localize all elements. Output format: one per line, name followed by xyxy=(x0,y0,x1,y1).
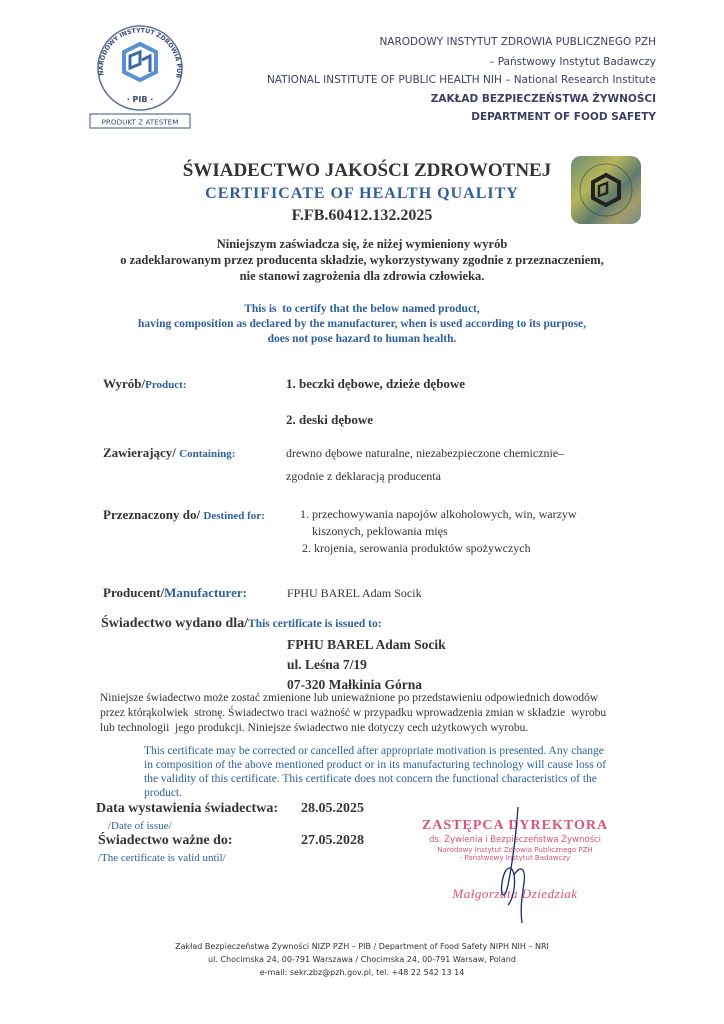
pzh-seal-icon xyxy=(84,22,196,130)
notice-pl-line: Niniejsze świadectwo może zostać zmienione lub unieważnione po przedstawieniu odpowiednich dowodów xyxy=(100,692,599,704)
notice-en-line: the validity of this certificate. This certificate does not concern the functional characteristics of the xyxy=(144,773,597,785)
notice-en xyxy=(144,744,606,800)
issued-to-label xyxy=(101,616,382,632)
containing-label xyxy=(103,445,235,461)
title-en: CERTIFICATE OF HEALTH QUALITY xyxy=(205,185,519,202)
footer-department: Zakład Bezpieczeństwa Żywności NIZP PZH – PIB / Department of Food Safety NIPH NIH – NRI xyxy=(175,942,549,951)
logo-badge-text: PRODUKT Z ATESTEM xyxy=(101,117,179,127)
notice-pl xyxy=(100,691,606,736)
valid-until-label-en: /The certificate is valid until/ xyxy=(98,852,226,864)
destined-label xyxy=(103,507,265,523)
intro-pl xyxy=(0,236,724,284)
product-label-pl: Wyrób/ xyxy=(103,376,146,391)
header-department-pl: ZAKŁAD BEZPIECZEŃSTWA ŻYWNOŚCI xyxy=(430,93,656,105)
containing-line: drewno dębowe naturalne, niezabezpieczone chemicznie– xyxy=(286,446,565,460)
stamp-line: Narodowy Instytut Zdrowia Publicznego PZH xyxy=(437,846,593,854)
destined-line: 2. krojenia, serowania produktów spożywczych xyxy=(302,541,531,555)
containing-value xyxy=(286,445,564,485)
intro-en-line: having composition as declared by the manufacturer, when is used according to its purpose, xyxy=(137,318,586,330)
stamp-line: ds. Żywienia i Bezpieczeństwa Żywności xyxy=(428,835,602,845)
intro-pl-line: nie stanowi zagrożenia dla zdrowia człowieka. xyxy=(239,269,485,283)
notice-pl-line: lub technologii jego produkcji. Niniejsze świadectwo nie dotyczy cech użytkowych wyrobu. xyxy=(100,722,529,734)
destined-line: kiszonych, peklowania mięs xyxy=(312,524,448,538)
certificate-number: F.FB.60412.132.2025 xyxy=(291,207,433,224)
product-label xyxy=(103,376,187,392)
containing-label-en: Containing: xyxy=(179,448,236,460)
footer-address: ul. Chocimska 24, 00-791 Warszawa / Chocimska 24, 00-791 Warsaw, Poland xyxy=(208,955,516,964)
destined-label-pl: Przeznaczony do/ xyxy=(103,507,204,522)
notice-pl-line: przez którąkolwiek stronę. Świadectwo traci ważność w przypadku wprowadzenia zmian w składzie wyrobu xyxy=(100,707,607,719)
issue-date-value: 28.05.2025 xyxy=(301,801,364,816)
intro-en-line: does not pose hazard to human health. xyxy=(267,333,457,345)
product-label-en: Product: xyxy=(145,379,187,391)
destined-line: 1. przechowywania napojów alkoholowych, win, warzyw xyxy=(300,507,577,521)
valid-until-label: Świadectwo ważne do: xyxy=(98,833,233,848)
svg-text:NARODOWY INSTYTUT ZDROWIA PUBL: NARODOWY INSTYTUT ZDROWIA PUB xyxy=(97,27,183,79)
notice-en-line: This certificate may be corrected or cancelled after appropriate motivation is presented. Any change xyxy=(144,745,604,757)
product-value-2: 2. deski dębowe xyxy=(286,412,374,427)
header-institute-pl-sub: – Państwowy Instytut Badawczy xyxy=(489,56,656,68)
containing-line: zgodnie z deklaracją producenta xyxy=(286,469,441,483)
header-institute-pl: NARODOWY INSTYTUT ZDROWIA PUBLICZNEGO PZH xyxy=(379,36,656,48)
product-value-1: 1. beczki dębowe, dzieże dębowe xyxy=(286,376,466,391)
issued-to-street: ul. Leśna 7/19 xyxy=(287,657,367,672)
footer xyxy=(0,940,724,979)
manufacturer-label-en: Manufacturer: xyxy=(164,585,247,600)
title-pl: ŚWIADECTWO JAKOŚCI ZDROWOTNEJ xyxy=(182,160,552,181)
destined-label-en: Destined for: xyxy=(203,510,265,522)
footer-contact: e-mail: sekr.zbz@pzh.gov.pl, tel. +48 22 542 13 14 xyxy=(259,968,465,977)
signature-icon xyxy=(490,805,540,925)
issued-to-label-en: This certificate is issued to: xyxy=(248,618,382,630)
issued-to-address xyxy=(287,635,446,695)
containing-label-pl: Zawierający/ xyxy=(103,445,180,460)
hologram-seal-icon xyxy=(571,156,641,224)
manufacturer-value: FPHU BAREL Adam Socik xyxy=(287,586,422,600)
manufacturer-label xyxy=(103,585,247,601)
header-institute-en: NATIONAL INSTITUTE OF PUBLIC HEALTH NIH – National Research Institute xyxy=(266,74,656,86)
issue-date-label-en: /Date of issue/ xyxy=(108,820,172,832)
intro-pl-line: Niniejszym zaświadcza się, że niżej wymieniony wyrób xyxy=(216,237,508,251)
pzh-logo xyxy=(84,22,196,130)
logo-pib-text: · PIB · xyxy=(126,95,154,104)
stamp-name: Małgorzata Dziedziak xyxy=(452,886,578,901)
issued-to-city: 07-320 Małkinia Górna xyxy=(287,677,423,692)
destined-value xyxy=(300,506,577,557)
issued-to-label-pl: Świadectwo wydano dla/ xyxy=(101,616,249,631)
valid-until-value: 27.05.2028 xyxy=(301,833,364,848)
intro-pl-line: o zadeklarowanym przez producenta składzie, wykorzystywany zgodnie z przeznaczeniem, xyxy=(120,253,604,267)
stamp-line: - Państwowy Instytut Badawczy xyxy=(459,854,571,862)
issue-date-label: Data wystawienia świadectwa: xyxy=(96,801,278,816)
intro-en xyxy=(0,302,724,347)
intro-en-line: This is to certify that the below named product, xyxy=(244,303,480,315)
notice-en-line: product. xyxy=(144,787,183,799)
stamp-title: ZASTĘPCA DYREKTORA xyxy=(421,818,609,833)
notice-en-line: in composition of the above mentioned product or in its manufacturing technology will cause loss of xyxy=(144,759,607,771)
header-department-en: DEPARTMENT OF FOOD SAFETY xyxy=(471,111,656,123)
issued-to-name: FPHU BAREL Adam Socik xyxy=(287,637,446,652)
manufacturer-label-pl: Producent/ xyxy=(103,585,165,600)
